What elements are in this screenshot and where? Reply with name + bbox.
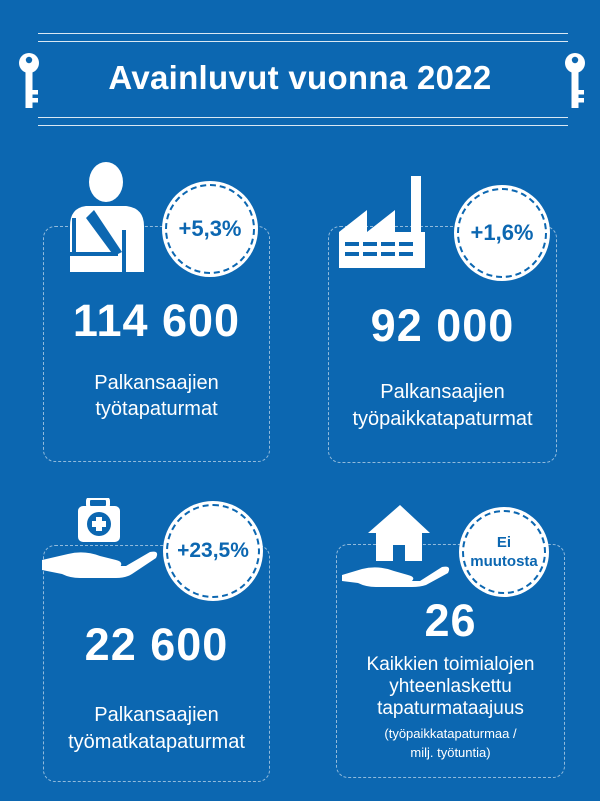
change-badge [462,510,546,594]
header-rule-top-1 [38,33,568,34]
injured-person-icon [64,160,150,272]
stat-note-line2: milj. työtuntia) [410,745,491,760]
factory-icon [335,176,433,268]
stat-label-line3: tapaturmataajuus [377,698,524,719]
change-badge [166,504,260,598]
change-label-line2: muutosta [470,553,538,570]
page-title: Avainluvut vuonna 2022 [108,59,492,96]
stat-label-line2: työmatkatapaturmat [68,731,245,753]
change-badge [457,188,547,278]
change-badge [165,184,255,274]
change-value: +5,3% [178,216,242,241]
stat-label-line2: yhteenlaskettu [389,676,512,697]
stat-value: 92 000 [370,300,515,351]
stat-value: 22 600 [84,619,229,670]
stat-value: 114 600 [72,295,241,346]
change-value: +23,5% [177,539,249,562]
house-hand-icon [342,505,454,587]
first-aid-hand-icon [40,498,160,580]
stat-label-line1: Palkansaajien [94,704,219,726]
header-rule-bottom-1 [38,117,568,118]
stat-label-line2: työtapaturmat [95,398,218,420]
change-value: +1,6% [470,220,534,245]
stat-label-line2: työpaikkatapaturmat [352,408,533,430]
stat-label-line1: Kaikkien toimialojen [366,654,535,675]
header-rule-top-2 [38,41,568,42]
stat-note-line1: (työpaikkatapaturmaa / [384,726,517,741]
stat-label-line1: Palkansaajien [380,381,505,403]
change-label-line1: Ei [496,534,512,551]
header-rule-bottom-2 [38,125,568,126]
stat-label-line1: Palkansaajien [94,372,219,394]
stat-value: 26 [424,595,477,646]
